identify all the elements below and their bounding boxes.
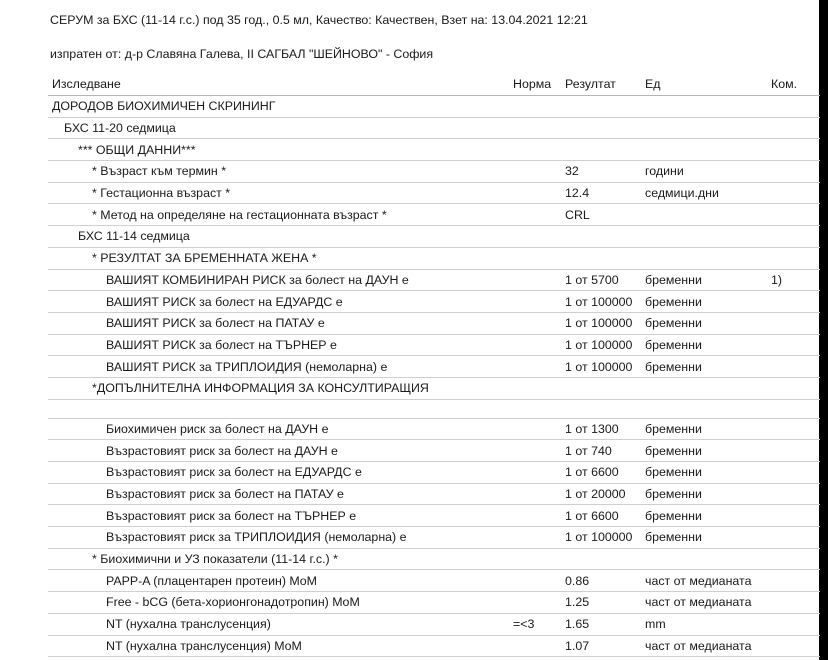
row-comment (771, 570, 820, 592)
row-result: 1.25 (565, 592, 645, 614)
row-comment (771, 161, 820, 183)
column-header-unit: Ед (645, 73, 771, 96)
row-unit (645, 377, 771, 399)
column-header-comment: Ком. (771, 73, 820, 96)
table-header-row (48, 73, 820, 96)
row-norm (513, 312, 565, 334)
row-result: 1 от 1300 (565, 418, 645, 440)
row-comment (771, 462, 820, 484)
row-name: ВАШИЯТ РИСК за болест на ТЪРНЕР е (48, 334, 513, 356)
row-name: ВАШИЯТ РИСК за болест на ПАТАУ е (48, 312, 513, 334)
row-result (565, 96, 645, 118)
row-comment (771, 182, 820, 204)
row-comment (771, 334, 820, 356)
row-comment (771, 548, 820, 570)
row-result (565, 548, 645, 570)
row-name: Възрастовият риск за болест на ПАТАУ е (48, 483, 513, 505)
row-unit (645, 139, 771, 161)
row-result: 1.65 (565, 613, 645, 635)
row-name: * РЕЗУЛТАТ ЗА БРЕМЕННАТА ЖЕНА * (48, 247, 513, 269)
table-row (48, 462, 820, 484)
row-unit (645, 548, 771, 570)
row-result (565, 226, 645, 248)
row-norm (513, 161, 565, 183)
table-row (48, 312, 820, 334)
row-result: 1 от 20000 (565, 483, 645, 505)
column-header-result: Резултат (565, 73, 645, 96)
row-unit: част от медианата (645, 592, 771, 614)
row-comment (771, 291, 820, 313)
row-norm (513, 440, 565, 462)
row-name: Биохимичен риск за болест на ДАУН е (48, 418, 513, 440)
row-comment (771, 117, 820, 139)
row-comment (771, 312, 820, 334)
row-name: *** ОБЩИ ДАННИ*** (48, 139, 513, 161)
table-row (48, 570, 820, 592)
row-unit: бременни (645, 291, 771, 313)
row-unit: бременни (645, 269, 771, 291)
row-name: * Биохимични и УЗ показатели (11-14 г.с.) * (48, 548, 513, 570)
table-row (48, 139, 820, 161)
row-unit: бременни (645, 483, 771, 505)
table-row (48, 269, 820, 291)
row-unit (645, 96, 771, 118)
row-name: * Метод на определяне на гестационната възраст * (48, 204, 513, 226)
row-name: БХС 11-20 седмица (48, 117, 513, 139)
row-comment (771, 377, 820, 399)
window-edge-bar (819, 0, 828, 660)
blank-cell (771, 399, 820, 418)
table-row (48, 204, 820, 226)
row-unit: бременни (645, 505, 771, 527)
table-row (48, 548, 820, 570)
row-unit: бременни (645, 312, 771, 334)
row-name: Възрастовият риск за болест на ТЪРНЕР е (48, 505, 513, 527)
row-result: 32 (565, 161, 645, 183)
row-result: 1 от 100000 (565, 527, 645, 549)
table-row (48, 117, 820, 139)
column-header-test: Изследване (48, 73, 513, 96)
table-row (48, 226, 820, 248)
row-result: 1 от 100000 (565, 356, 645, 378)
row-norm (513, 356, 565, 378)
row-result (565, 139, 645, 161)
table-row (48, 440, 820, 462)
results-table (48, 73, 820, 657)
table-row (48, 356, 820, 378)
row-name: PAPP-A (плацентарен протеин) MoM (48, 570, 513, 592)
row-name: БХС 11-14 седмица (48, 226, 513, 248)
row-name: ВАШИЯТ КОМБИНИРАН РИСК за болест на ДАУН е (48, 269, 513, 291)
row-comment (771, 505, 820, 527)
row-comment (771, 592, 820, 614)
row-result: 12.4 (565, 182, 645, 204)
row-norm (513, 226, 565, 248)
row-unit (645, 117, 771, 139)
row-norm (513, 139, 565, 161)
row-unit: mm (645, 613, 771, 635)
row-comment (771, 247, 820, 269)
row-comment (771, 527, 820, 549)
row-result (565, 117, 645, 139)
table-row (48, 291, 820, 313)
row-result: 1 от 100000 (565, 334, 645, 356)
row-result (565, 247, 645, 269)
row-norm (513, 96, 565, 118)
table-row (48, 96, 820, 118)
row-norm (513, 204, 565, 226)
row-norm (513, 462, 565, 484)
row-name: Free - bCG (бета-хорионгонадотропин) MoM (48, 592, 513, 614)
row-comment (771, 613, 820, 635)
row-norm (513, 527, 565, 549)
row-result: 1.07 (565, 635, 645, 657)
row-comment (771, 226, 820, 248)
table-row (48, 613, 820, 635)
blank-cell (565, 399, 645, 418)
row-result: CRL (565, 204, 645, 226)
row-result: 1 от 6600 (565, 462, 645, 484)
table-row (48, 161, 820, 183)
row-name: NT (нухална транслусенция) MoM (48, 635, 513, 657)
row-unit: бременни (645, 334, 771, 356)
blank-cell (48, 399, 513, 418)
blank-cell (513, 399, 565, 418)
row-name: ДОРОДОВ БИОХИМИЧЕН СКРИНИНГ (48, 96, 513, 118)
row-name: * Възраст към термин * (48, 161, 513, 183)
table-row (48, 182, 820, 204)
row-norm (513, 291, 565, 313)
blank-row (48, 399, 820, 418)
row-unit: част от медианата (645, 635, 771, 657)
row-unit: бременни (645, 462, 771, 484)
row-comment (771, 635, 820, 657)
row-unit: бременни (645, 418, 771, 440)
row-result: 1 от 740 (565, 440, 645, 462)
row-norm (513, 548, 565, 570)
row-unit (645, 204, 771, 226)
row-result: 1 от 100000 (565, 291, 645, 313)
row-comment (771, 440, 820, 462)
table-row (48, 527, 820, 549)
row-unit: бременни (645, 356, 771, 378)
row-norm (513, 269, 565, 291)
blank-cell (645, 399, 771, 418)
row-comment (771, 356, 820, 378)
row-comment (771, 204, 820, 226)
column-header-norm: Норма (513, 73, 565, 96)
row-name: * Гестационна възраст * (48, 182, 513, 204)
table-row (48, 635, 820, 657)
row-comment: 1) (771, 269, 820, 291)
row-name: NT (нухална транслусенция) (48, 613, 513, 635)
row-unit: бременни (645, 527, 771, 549)
table-row (48, 483, 820, 505)
row-unit (645, 226, 771, 248)
row-name: ВАШИЯТ РИСК за ТРИПЛОИДИЯ (немоларна) е (48, 356, 513, 378)
row-unit (645, 247, 771, 269)
row-norm (513, 418, 565, 440)
row-comment (771, 139, 820, 161)
row-norm (513, 377, 565, 399)
row-result: 1 от 100000 (565, 312, 645, 334)
row-unit: седмици.дни (645, 182, 771, 204)
row-norm (513, 182, 565, 204)
row-result: 0.86 (565, 570, 645, 592)
row-result (565, 377, 645, 399)
row-norm (513, 635, 565, 657)
row-norm (513, 505, 565, 527)
row-name: Възрастовият риск за болест на ЕДУАРДС е (48, 462, 513, 484)
table-row (48, 505, 820, 527)
row-unit: години (645, 161, 771, 183)
row-norm (513, 592, 565, 614)
table-row (48, 418, 820, 440)
row-comment (771, 483, 820, 505)
row-norm (513, 247, 565, 269)
table-row (48, 377, 820, 399)
row-unit: част от медианата (645, 570, 771, 592)
table-row (48, 592, 820, 614)
row-norm (513, 334, 565, 356)
row-comment (771, 418, 820, 440)
row-name: Възрастовият риск за ТРИПЛОИДИЯ (немоларна) е (48, 527, 513, 549)
table-row (48, 247, 820, 269)
row-name: Възрастовият риск за болест на ДАУН е (48, 440, 513, 462)
row-norm (513, 570, 565, 592)
sample-info-line: СЕРУМ за БХС (11-14 г.с.) под 35 год., 0.5 мл, Качество: Качествен, Взет на: 13.04.2021 12:21 (50, 13, 588, 27)
table-row (48, 334, 820, 356)
row-name: ВАШИЯТ РИСК за болест на ЕДУАРДС е (48, 291, 513, 313)
sender-info-line: изпратен от: д-р Славяна Галева, II САГБАЛ "ШЕЙНОВО" - София (50, 47, 434, 61)
row-norm (513, 117, 565, 139)
row-result: 1 от 6600 (565, 505, 645, 527)
row-norm: =<3 (513, 613, 565, 635)
row-result: 1 от 5700 (565, 269, 645, 291)
row-unit: бременни (645, 440, 771, 462)
row-name: *ДОПЪЛНИТЕЛНА ИНФОРМАЦИЯ ЗА КОНСУЛТИРАЩИЯ (48, 377, 513, 399)
row-norm (513, 483, 565, 505)
row-comment (771, 96, 820, 118)
